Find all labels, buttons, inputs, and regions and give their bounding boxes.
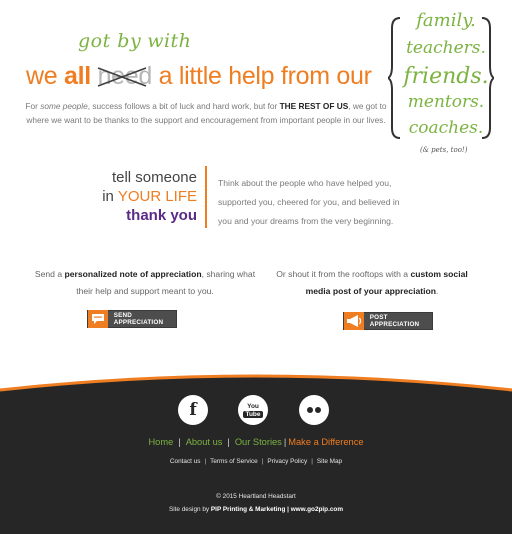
footer-nav: Home | About us | Our Stories | Make a Difference xyxy=(148,437,364,447)
who-friends: friends. xyxy=(403,64,489,89)
site-credit: Site design by PIP Printing & Marketing | www.go2pip.com xyxy=(168,506,344,513)
link-privacy-policy[interactable]: Privacy Policy xyxy=(267,458,308,465)
flickr-icon[interactable] xyxy=(299,395,329,425)
divider xyxy=(205,166,207,228)
think-paragraph: Think about the people who have helped you, supported you, cheered for you, and believed in you and your dreams from the very beginning. xyxy=(218,178,400,226)
intro-paragraph: For some people, success follows a bit of luck and hard work, but for THE REST OF US, we got to where we want to be thanks to the support and encouragement from important people in our lives. xyxy=(25,101,387,125)
pets-note: (& pets, too!) xyxy=(420,146,468,154)
youtube-icon[interactable]: You Tube xyxy=(238,395,268,425)
tell-line1: tell someone xyxy=(111,169,197,186)
who-teachers: teachers. xyxy=(406,38,486,58)
headline xyxy=(26,62,372,91)
who-coaches: coaches. xyxy=(408,118,484,138)
link-contact-us[interactable]: Contact us xyxy=(169,458,201,465)
link-terms-of-service[interactable]: Terms of Service xyxy=(210,458,258,465)
who-family: family. xyxy=(416,10,476,31)
with-text: with xyxy=(147,30,192,52)
tell-line2: in YOUR LIFE xyxy=(102,188,197,205)
facebook-icon[interactable]: f xyxy=(178,395,208,425)
send-note-text: Send a personalized note of appreciation, sharing what their help and support meant to you. xyxy=(34,269,256,296)
footer-legal-links: Contact us | Terms of Service | Privacy Policy | Site Map xyxy=(169,458,343,465)
tell-line3: thank you xyxy=(126,207,197,224)
send-appreciation-button[interactable] xyxy=(87,310,177,328)
nav-our-stories[interactable]: Our Stories xyxy=(234,437,282,447)
megaphone-icon xyxy=(344,312,364,330)
handwritten-got-by-with xyxy=(78,30,191,52)
speech-bubble-icon xyxy=(88,310,108,328)
copyright: © 2015 Heartland Headstart xyxy=(216,493,296,500)
headline-rest: a little help from our xyxy=(158,62,372,90)
nav-home[interactable]: Home xyxy=(148,437,174,447)
send-appreciation-label: SEND APPRECIATION xyxy=(113,312,164,326)
got-by-text: got by xyxy=(78,30,142,52)
headline-we: we xyxy=(26,62,58,90)
nav-make-a-difference[interactable]: Make a Difference xyxy=(288,437,364,447)
link-site-map[interactable]: Site Map xyxy=(316,458,343,465)
headline-need-crossed: need xyxy=(97,62,152,90)
shout-text: Or shout it from the rooftops with a custom social media post of your appreciation. xyxy=(276,269,468,296)
who-mentors: mentors. xyxy=(407,92,485,112)
post-appreciation-label: POST APPRECIATION xyxy=(369,314,420,328)
headline-all: all xyxy=(64,62,91,90)
tell-someone-heading xyxy=(96,168,197,225)
post-appreciation-button[interactable] xyxy=(343,312,433,330)
nav-about-us[interactable]: About us xyxy=(185,437,223,447)
